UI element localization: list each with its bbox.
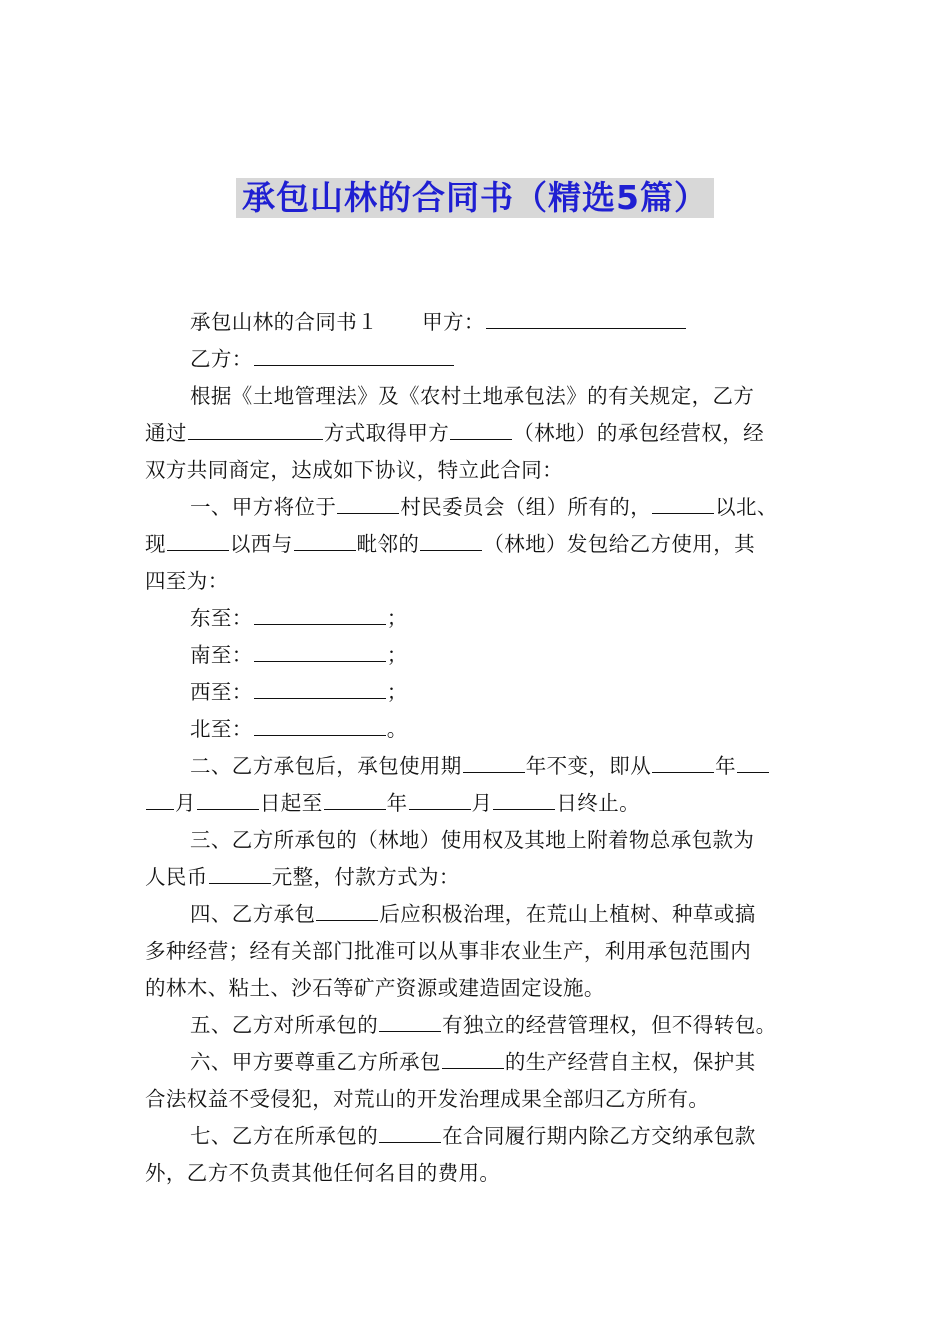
title-container	[0, 178, 950, 218]
text-line	[145, 933, 810, 970]
fill-in-blank	[652, 752, 714, 773]
text-line	[145, 748, 810, 785]
fill-in-blank	[493, 789, 555, 810]
text-line	[145, 1118, 810, 1155]
text-line	[145, 711, 810, 748]
text-segment: 通过	[145, 421, 187, 445]
text-line	[145, 378, 810, 415]
text-segment: 有独立的经营管理权，但不得转包。	[442, 1013, 777, 1037]
fill-in-blank	[379, 1011, 441, 1032]
text-segment: 月	[175, 791, 196, 815]
document-title: 承包山林的合同书（精选5篇）	[236, 178, 714, 218]
fill-in-blank	[463, 752, 525, 773]
fill-in-blank	[254, 678, 386, 699]
text-segment: 月	[471, 791, 493, 815]
text-segment: 根据《土地管理法》及《农村土地承包法》的有关规定，乙方	[190, 384, 755, 408]
fill-in-blank	[146, 789, 174, 810]
text-line	[145, 600, 810, 637]
text-line	[145, 489, 810, 526]
text-segment: ；	[386, 606, 408, 630]
text-segment: （林地）的承包经营权，经	[513, 421, 765, 445]
fill-in-blank	[652, 493, 714, 514]
fill-in-blank	[254, 345, 454, 366]
text-segment: 。	[386, 717, 408, 741]
text-segment: 村民委员会（组）所有的，	[400, 495, 652, 519]
text-segment: 东至：	[190, 606, 253, 630]
text-segment: 的林木、粘土、沙石等矿产资源或建造固定设施。	[145, 976, 605, 1000]
text-segment: 甲方：	[422, 310, 485, 334]
text-line	[145, 785, 810, 822]
text-line	[145, 637, 810, 674]
fill-in-blank	[324, 789, 386, 810]
text-line	[145, 822, 810, 859]
fill-in-blank	[379, 1122, 441, 1143]
text-line	[145, 1155, 810, 1192]
text-segment: 多种经营；经有关部门批准可以从事非农业生产，利用承包范围内	[145, 939, 752, 963]
text-segment: ；	[386, 643, 408, 667]
text-line	[145, 526, 810, 563]
text-line	[145, 970, 810, 1007]
text-segment: 双方共同商定，达成如下协议，特立此合同：	[145, 458, 563, 482]
text-segment: 四至为：	[145, 569, 229, 593]
fill-in-blank	[420, 530, 482, 551]
fill-in-blank	[409, 789, 471, 810]
text-segment: （林地）发包给乙方使用，其	[483, 532, 756, 556]
fill-in-blank	[254, 641, 386, 662]
fill-in-blank	[254, 715, 386, 736]
text-segment: 一、甲方将位于	[190, 495, 337, 519]
text-line	[145, 452, 810, 489]
fill-in-blank	[197, 789, 259, 810]
fill-in-blank	[167, 530, 229, 551]
fill-in-blank	[188, 419, 323, 440]
text-segment: 以北、	[715, 495, 778, 519]
text-line	[145, 859, 810, 896]
text-segment: 的生产经营自主权，保护其	[504, 1050, 756, 1074]
fill-in-blank	[486, 308, 686, 329]
text-line	[145, 1081, 810, 1118]
fill-in-blank	[337, 493, 399, 514]
text-segment: 年不变，即从	[525, 754, 652, 778]
fill-in-blank	[442, 1048, 504, 1069]
text-line	[145, 415, 810, 452]
text-line	[145, 896, 810, 933]
fill-in-blank	[737, 752, 769, 773]
text-line	[145, 1044, 810, 1081]
text-segment: 五、乙方对所承包的	[190, 1013, 379, 1037]
text-segment: 三、乙方所承包的（林地）使用权及其地上附着物总承包款为	[190, 828, 755, 852]
document-body	[145, 304, 810, 1192]
fill-in-blank	[254, 604, 386, 625]
text-line	[145, 341, 810, 378]
text-segment: 南至：	[190, 643, 253, 667]
text-segment: 年	[715, 754, 737, 778]
text-segment: 二、乙方承包后，承包使用期	[190, 754, 462, 778]
text-segment: 承包山林的合同书１	[190, 310, 379, 334]
fill-in-blank	[209, 863, 271, 884]
text-segment: 人民币	[145, 865, 208, 889]
text-segment: 在合同履行期内除乙方交纳承包款	[442, 1124, 756, 1148]
fill-in-blank	[450, 419, 512, 440]
text-segment: 日终止。	[556, 791, 641, 815]
text-segment: ；	[386, 680, 408, 704]
fill-in-blank	[294, 530, 356, 551]
text-segment: 方式取得甲方	[323, 421, 450, 445]
text-segment: 年	[386, 791, 408, 815]
text-segment: 毗邻的	[356, 532, 420, 556]
text-line	[145, 304, 810, 341]
fill-in-blank	[316, 900, 378, 921]
text-segment: 七、乙方在所承包的	[190, 1124, 379, 1148]
text-segment: 元整，付款方式为：	[271, 865, 460, 889]
text-segment: 四、乙方承包	[190, 902, 316, 926]
text-segment: 乙方：	[190, 347, 253, 371]
text-line	[145, 674, 810, 711]
text-segment: 以西与	[229, 532, 293, 556]
text-segment: 北至：	[190, 717, 253, 741]
text-segment: 六、甲方要尊重乙方所承包	[190, 1050, 441, 1074]
text-segment: 现	[145, 532, 166, 556]
text-line	[145, 563, 810, 600]
text-line	[145, 1007, 810, 1044]
text-segment: 日起至	[259, 791, 323, 815]
text-segment: 西至：	[190, 680, 253, 704]
text-segment: 后应积极治理，在荒山上植树、种草或搞	[379, 902, 756, 926]
text-segment: 外，乙方不负责其他任何名目的费用。	[145, 1161, 501, 1185]
text-segment: 合法权益不受侵犯，对荒山的开发治理成果全部归乙方所有。	[145, 1087, 710, 1111]
